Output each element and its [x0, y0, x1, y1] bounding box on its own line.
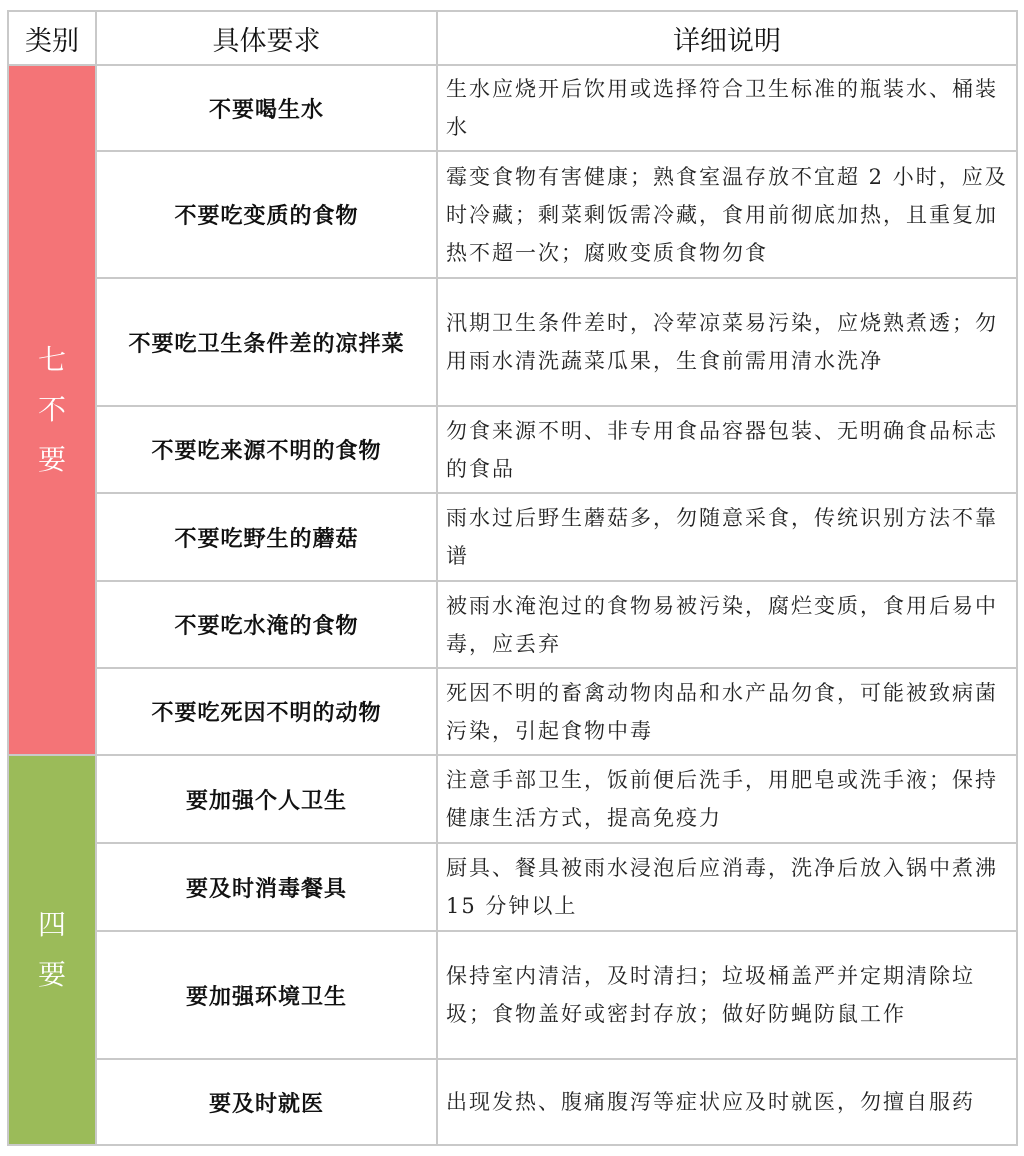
- table-row: [8, 843, 1017, 931]
- category-label: 四 要: [37, 908, 66, 991]
- requirement-cell: 不要喝生水: [96, 65, 437, 151]
- table-row: [8, 581, 1017, 668]
- category-cell-four-dos: [8, 755, 96, 1145]
- description-cell: 出现发热、腹痛腹泻等症状应及时就医，勿擅自服药: [437, 1059, 1017, 1145]
- requirement-cell: 不要吃死因不明的动物: [96, 668, 437, 755]
- requirement-cell: 不要吃来源不明的食物: [96, 406, 437, 493]
- description-cell: 厨具、餐具被雨水浸泡后应消毒，洗净后放入锅中煮沸 15 分钟以上: [437, 843, 1017, 931]
- header-requirement: 具体要求: [96, 11, 437, 65]
- description-cell: 死因不明的畜禽动物肉品和水产品勿食，可能被致病菌污染，引起食物中毒: [437, 668, 1017, 755]
- requirement-cell: 要加强个人卫生: [96, 755, 437, 843]
- category-cell-seven-donts: [8, 65, 96, 755]
- food-safety-table: [7, 10, 1018, 1146]
- description-cell: 汛期卫生条件差时，冷荤凉菜易污染，应烧熟煮透；勿用雨水清洗蔬菜瓜果，生食前需用清水洗净: [437, 278, 1017, 406]
- table-row: [8, 151, 1017, 278]
- description-cell: 霉变食物有害健康；熟食室温存放不宜超 2 小时，应及时冷藏；剩菜剩饭需冷藏，食用前彻底加热，且重复加热不超一次；腐败变质食物勿食: [437, 151, 1017, 278]
- table-row: [8, 755, 1017, 843]
- header-row: [8, 11, 1017, 65]
- requirement-cell: 要加强环境卫生: [96, 931, 437, 1059]
- table-row: [8, 668, 1017, 755]
- description-cell: 雨水过后野生蘑菇多，勿随意采食，传统识别方法不靠谱: [437, 493, 1017, 581]
- description-cell: 注意手部卫生，饭前便后洗手，用肥皂或洗手液；保持健康生活方式，提高免疫力: [437, 755, 1017, 843]
- table-container: [7, 10, 1018, 1146]
- header-description: 详细说明: [437, 11, 1017, 65]
- table-row: [8, 406, 1017, 493]
- description-cell: 生水应烧开后饮用或选择符合卫生标准的瓶装水、桶装水: [437, 65, 1017, 151]
- requirement-cell: 不要吃卫生条件差的凉拌菜: [96, 278, 437, 406]
- table-row: [8, 65, 1017, 151]
- header-category: 类别: [8, 11, 96, 65]
- table-row: [8, 931, 1017, 1059]
- requirement-cell: 不要吃变质的食物: [96, 151, 437, 278]
- requirement-cell: 要及时就医: [96, 1059, 437, 1145]
- requirement-cell: 不要吃野生的蘑菇: [96, 493, 437, 581]
- table-row: [8, 493, 1017, 581]
- description-cell: 被雨水淹泡过的食物易被污染，腐烂变质，食用后易中毒，应丢弃: [437, 581, 1017, 668]
- requirement-cell: 不要吃水淹的食物: [96, 581, 437, 668]
- description-cell: 勿食来源不明、非专用食品容器包装、无明确食品标志的食品: [437, 406, 1017, 493]
- requirement-cell: 要及时消毒餐具: [96, 843, 437, 931]
- description-cell: 保持室内清洁，及时清扫；垃圾桶盖严并定期清除垃圾；食物盖好或密封存放；做好防蝇防鼠工作: [437, 931, 1017, 1059]
- table-row: [8, 1059, 1017, 1145]
- table-row: [8, 278, 1017, 406]
- category-label: 七 不 要: [37, 343, 66, 476]
